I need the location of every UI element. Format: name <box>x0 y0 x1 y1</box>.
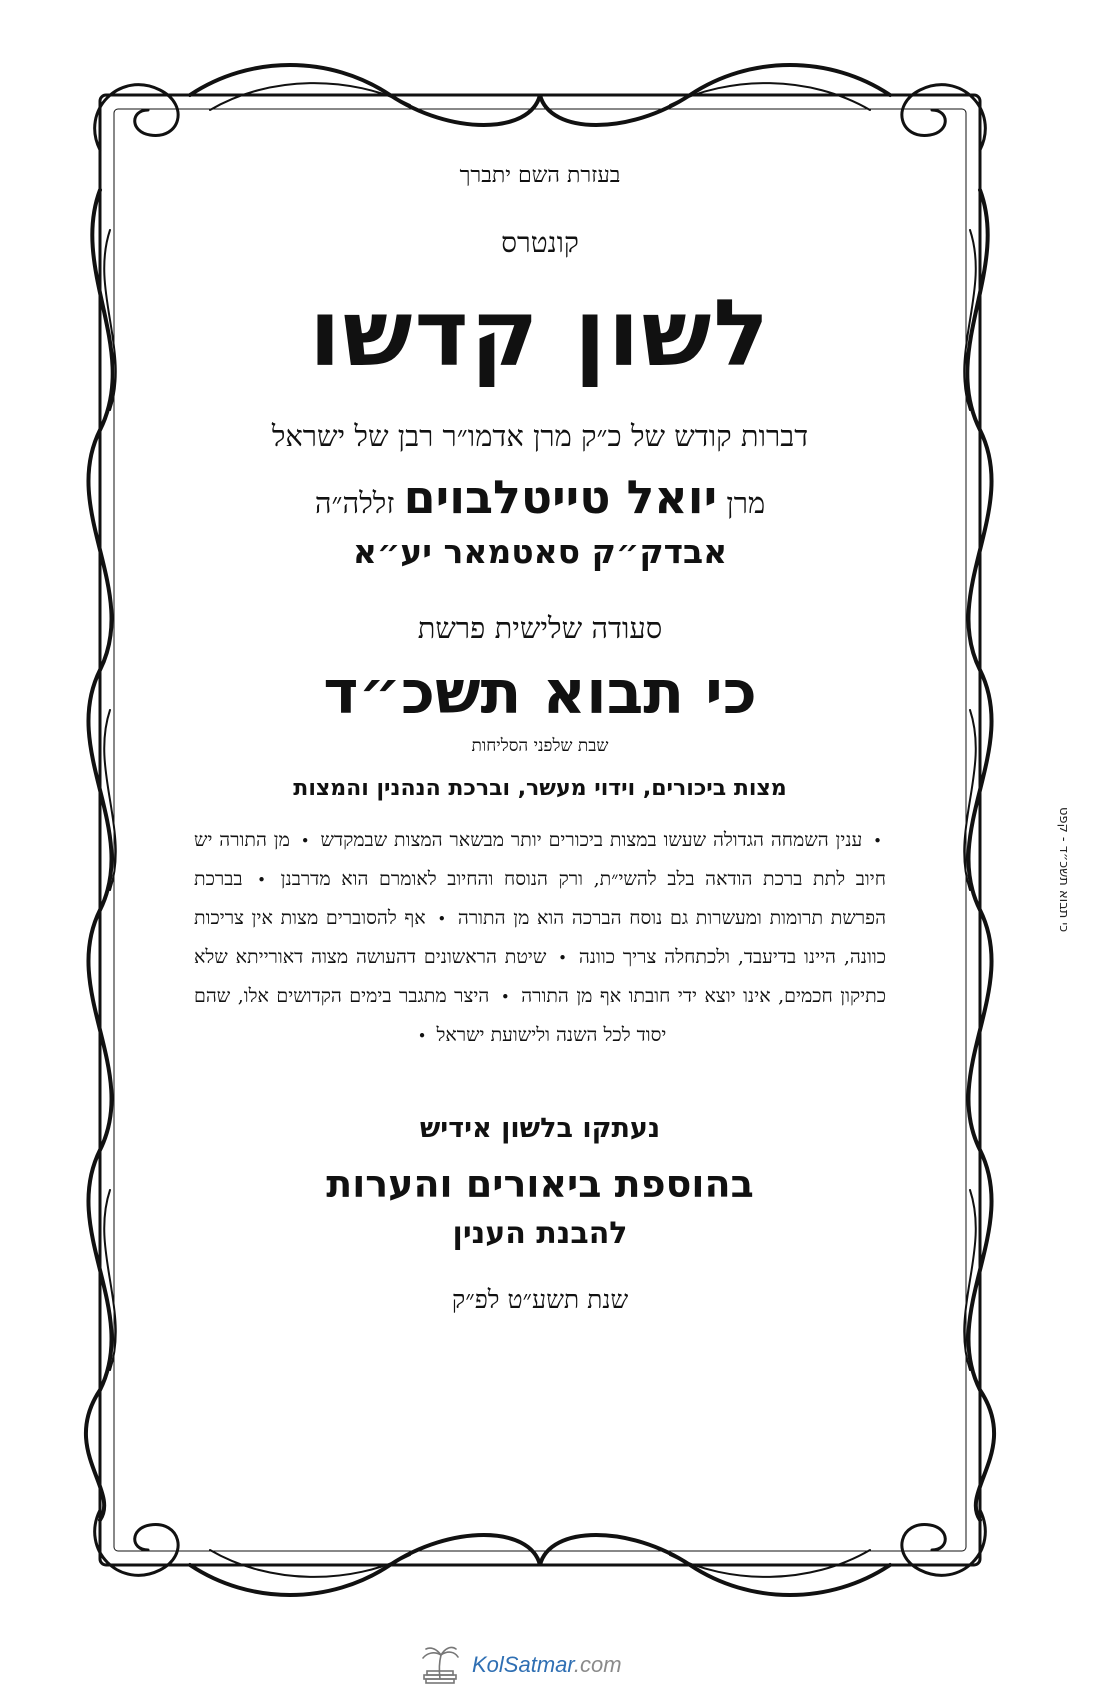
kolsatmar-logo-link[interactable] <box>418 1645 622 1685</box>
author-suffix: זללה״ה <box>314 485 395 520</box>
logo-domain: .com <box>573 1652 622 1677</box>
title-page-content <box>190 150 890 1315</box>
bullet-icon: • <box>500 987 510 1006</box>
summary-paragraph <box>190 821 890 1055</box>
seuda-line: סעודה שלישית פרשת <box>417 610 663 645</box>
bullet-icon: • <box>873 831 883 850</box>
kuntres-label: קונטרס <box>501 226 579 259</box>
bullet-icon: • <box>437 909 447 928</box>
bullet-icon: • <box>417 1026 427 1045</box>
topics-line: מצות ביכורים, וידוי מעשר, וברכת הנהנין והמצות <box>293 775 787 801</box>
avdak-line: אבדק״ק סאטמאר יע״א <box>352 531 728 571</box>
understanding-line: להבנת הענין <box>452 1215 628 1251</box>
additions-line: בהוספת ביאורים והערות <box>326 1161 754 1206</box>
summary-item: בברכת הפרשת תרומות ומעשרות גם נוסח הברכה הוא מן התורה <box>194 867 887 929</box>
logo-brand: KolSatmar <box>472 1652 574 1677</box>
summary-item: היצר מתגבר בימים הקדושים אלו, שהם יסוד לכל השנה ולישועת ישראל <box>194 984 667 1046</box>
parsha-title: כי תבוא תשכ״ד <box>323 657 757 728</box>
divrei-kodesh-line: דברות קודש של כ״ק מרן אדמו״ר רבן של ישראל <box>271 418 809 453</box>
author-name-line <box>190 470 890 524</box>
bullet-icon: • <box>558 948 567 967</box>
book-title: לשון קדשו <box>309 280 771 387</box>
bezras-hashem-line: בעזרת השם יתברך <box>459 163 621 188</box>
logo-wordmark <box>472 1652 622 1678</box>
translated-line: נעתקו בלשון אידיש <box>419 1112 661 1144</box>
maran-prefix: מרן <box>726 485 766 520</box>
summary-item: אף להסוברים מצות אין צריכות כוונה, היינו בדיעבד, ולכתחלה צריך כוונה <box>194 906 886 968</box>
summary-item: שיטת הראשונים דהעושה מצוה דאורייתא שלא כתיקון חכמים, אינו יוצא ידי חובתו אף מן התורה <box>194 945 886 1007</box>
summary-item: מן התורה יש חיוב לתת ברכת הודאה בלב להשי״ת, ורק הנוסח והחיוב לאומרם הוא מדרבנן <box>194 828 886 890</box>
author-name: יואל טייטלבוים <box>403 469 718 524</box>
shabbos-line: שבת שלפני הסליחות <box>471 735 609 756</box>
bullet-icon: • <box>300 831 310 850</box>
palm-tree-books-icon <box>418 1645 462 1685</box>
summary-item: ענין השמחה הגדולה שעשו במצות ביכורים יותר מבשאר המצות שבמקדש <box>320 828 863 851</box>
bullet-icon: • <box>257 870 267 889</box>
side-running-head: כי תבוא תשכ״ד - קפט <box>1056 807 1071 933</box>
year-line: שנת תשע״ט לפ״ק <box>451 1284 629 1314</box>
